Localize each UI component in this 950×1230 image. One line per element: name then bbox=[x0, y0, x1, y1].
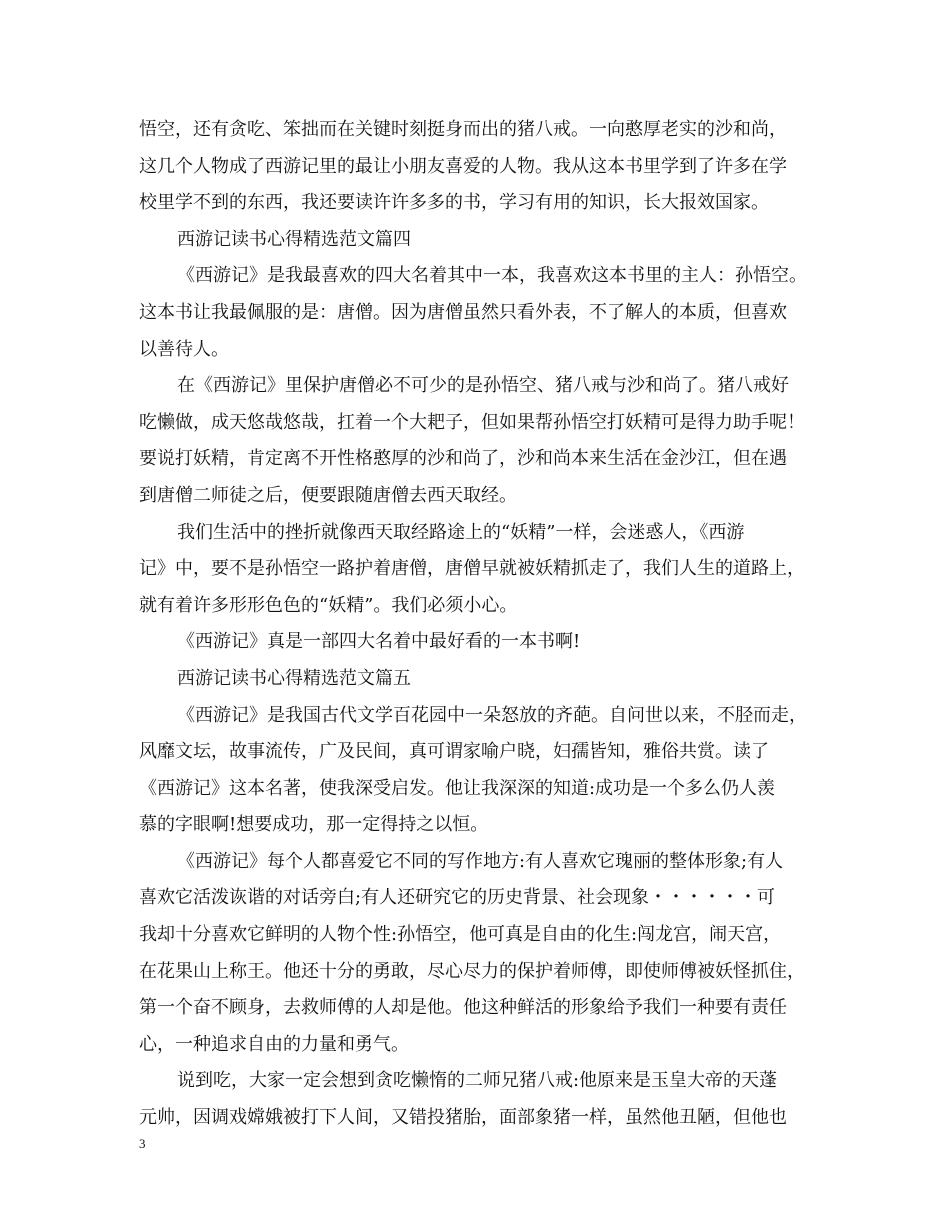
text-line: 以善待人。 bbox=[139, 338, 229, 360]
text-line: 《西游记》每个人都喜爱它不同的写作地方:有人喜欢它瑰丽的整体形象;有人 bbox=[177, 850, 784, 872]
text-line: 慕的字眼啊!想要成功，那一定得持之以恒。 bbox=[139, 814, 489, 836]
text-line: 我却十分喜欢它鲜明的人物个性:孙悟空，他可真是自由的化生:闯龙宫，闹天宫， bbox=[139, 924, 782, 946]
text-line: 《西游记》这本名著，使我深受启发。他让我深深的知道:成功是一个多么仍人羡 bbox=[139, 777, 776, 799]
text-line: 《西游记》是我国古代文学百花园中一朵怒放的齐葩。自问世以来，不胫而走， bbox=[177, 704, 807, 726]
text-line: 元帅，因调戏嫦娥被打下人间，又错投猪胎，面部象猪一样，虽然他丑陋，但他也 bbox=[139, 1107, 787, 1129]
document-body bbox=[139, 112, 811, 1137]
text-line: 吃懒做，成天悠哉悠哉，扛着一个大耙子，但如果帮孙悟空打妖精可是得力助手呢！ bbox=[139, 411, 805, 433]
text-line: 西游记读书心得精选范文篇四 bbox=[177, 228, 411, 250]
text-line: 西游记读书心得精选范文篇五 bbox=[177, 667, 411, 689]
page-number: 3 bbox=[139, 1136, 146, 1151]
text-line: 《西游记》真是一部四大名着中最好看的一本书啊! bbox=[177, 631, 581, 653]
text-line: 我们生活中的挫折就像西天取经路途上的“妖精”一样，会迷惑人，《西游 bbox=[177, 521, 745, 543]
text-line: 就有着许多形形色色的“妖精”。我们必须小心。 bbox=[139, 594, 518, 616]
text-line: 在《西游记》里保护唐僧必不可少的是孙悟空、猪八戒与沙和尚了。猪八戒好 bbox=[177, 375, 789, 397]
text-line: 心，一种追求自由的力量和勇气。 bbox=[139, 1033, 409, 1055]
text-line: 要说打妖精，肯定离不开性格憨厚的沙和尚了，沙和尚本来生活在金沙江，但在遇 bbox=[139, 448, 787, 470]
text-line: 第一个奋不顾身，去救师傅的人却是他。他这种鲜活的形象给予我们一种要有责任 bbox=[139, 997, 787, 1019]
text-line: 风靡文坛，故事流传，广及民间，真可谓家喻户晓，妇孺皆知，雅俗共赏。读了 bbox=[139, 741, 769, 763]
text-line: 这本书让我最佩服的是：唐僧。因为唐僧虽然只看外表，不了解人的本质，但喜欢 bbox=[139, 301, 787, 323]
text-line: 说到吃，大家一定会想到贪吃懒惰的二师兄猪八戒:他原来是玉皇大帝的天蓬 bbox=[177, 1070, 778, 1092]
text-line: 这几个人物成了西游记里的最让小朋友喜爱的人物。我从这本书里学到了许多在学 bbox=[139, 155, 787, 177]
text-line: 记》中，要不是孙悟空一路护着唐僧，唐僧早就被妖精抓走了，我们人生的道路上， bbox=[139, 558, 805, 580]
text-line: 校里学不到的东西，我还要读许许多多的书，学习有用的知识，长大报效国家。 bbox=[139, 192, 769, 214]
text-line: 在花果山上称王。他还十分的勇敢，尽心尽力的保护着师傅，即使师傅被妖怪抓住， bbox=[139, 960, 805, 982]
text-line: 喜欢它活泼诙谐的对话旁白;有人还研究它的历史背景、社会现象・・・・・・可 bbox=[139, 887, 776, 909]
text-line: 《西游记》是我最喜欢的四大名着其中一本，我喜欢这本书里的主人：孙悟空。 bbox=[177, 265, 807, 287]
text-line: 到唐僧二师徒之后，便要跟随唐僧去西天取经。 bbox=[139, 484, 517, 506]
text-line: 悟空，还有贪吃、笨拙而在关键时刻挺身而出的猪八戒。一向憨厚老实的沙和尚， bbox=[139, 119, 787, 140]
